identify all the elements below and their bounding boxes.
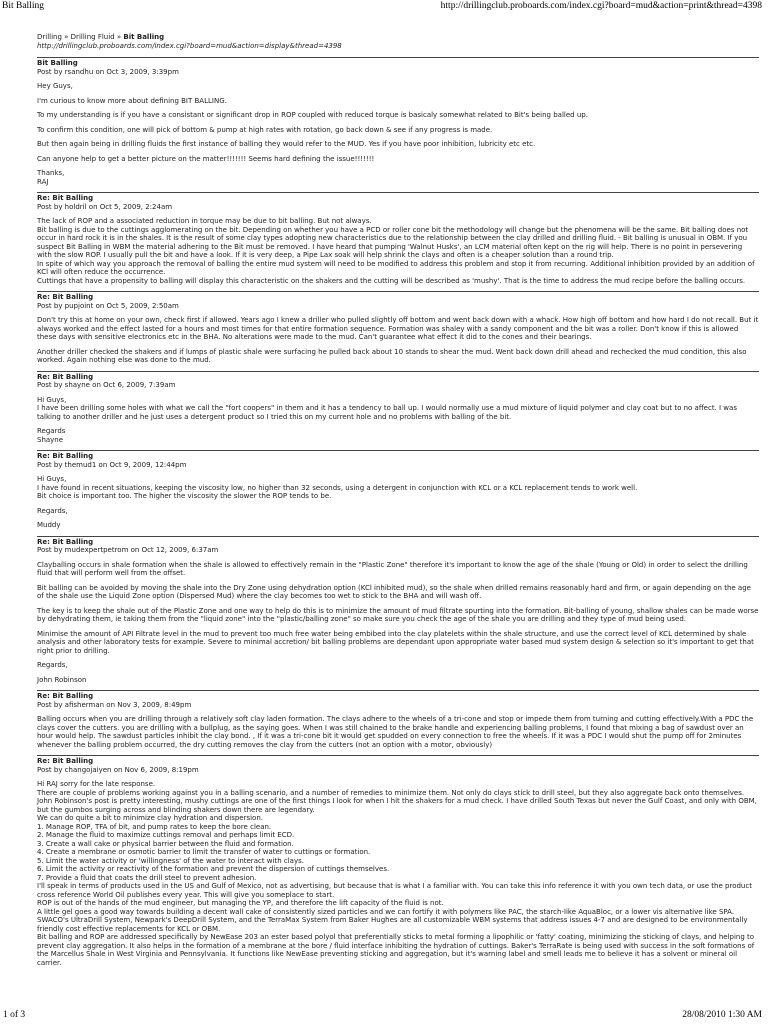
post-title: Re: Bit Balling: [37, 537, 94, 546]
post: [37, 755, 759, 967]
post-body: [37, 780, 759, 967]
post: [37, 371, 759, 445]
post-paragraph: To my understanding is if you have a consistant or significant drop in ROP coupled with reduced torque is basicaly somewhat related to Bit's being balled up.: [37, 111, 588, 119]
post-paragraph: Can anyone help to get a better picture on the matter!!!!!!! Seems hard defining the issue!!!!!!!: [37, 154, 375, 163]
post-body: [37, 396, 759, 445]
post-title: Re: Bit Balling: [37, 692, 94, 700]
post-body: [37, 715, 759, 749]
post-title: Re: Bit Balling: [37, 194, 94, 202]
post-paragraph: Don't try this at home on your own, check first if allowed. Years ago I knew a driller who pulled slightly off bottom and went back down with a whack. How high off bottom and how hard I do not recall. But it always worked and the effect lasted for a hours and most times for that entire formation sequence. Formation was shaley with a sandy component and the bit was a roller. Don't know if this is allowed these days with sensitive electronics etc in the BHA. No alterations were made to the mud. Can't guarantee what effect it did to the cones and their bearings.: [37, 316, 759, 341]
post-paragraph: The key is to keep the shale out of the Plastic Zone and one way to help do this is to minimize the amount of mud filtrate spurting into the formation. Bit-balling of young, shallow shales can be made worse by dehydrating them, ie taking them from the "liquid zone" into the "plastic/balling zone" so make sure you check the age of the shale you are drilling and they type of mud being used.: [37, 606, 759, 623]
print-page-number: 1 of 3: [3, 1010, 26, 1020]
post-body: [37, 217, 759, 285]
print-header: [0, 0, 768, 14]
print-page-title: Bit Balling: [2, 1, 44, 11]
post-paragraph: Regards,: [37, 661, 68, 669]
post-paragraph: Clayballing occurs in shale formation when the shale is allowed to effectively remain in the "Plastic Zone" therefore it's important to know the age of the shale (Young or Old) in order to select the drilling fluid that will perform well from the offset.: [37, 560, 748, 577]
post-paragraph: Balling occurs when you are drilling through a relatively soft clay laden formation. The clays adhere to the wheels of a tri-cone and stop or impede them from turning and cutting effectively.With a PDC the clays cover the cutters. you are drilling with a bullplug, as the saying goes. When I was still chained to the brake handle and experiencing balling problems, I found that mixing a bag of sawdust over an hour would help. The sawdust particles inhibit the clay bond. , If it was a tri-cone bit it would get spudded on every connection to free the wheels. If it was a PDC I would shut the pump off for 2minutes whenever the balling problem occurred, the dry cutting removes the clay from the cutters (not an option with a motor, obviously): [37, 715, 754, 749]
post-meta: Post by afisherman on Nov 3, 2009, 8:49pm: [37, 700, 192, 709]
post-meta: Post by holdril on Oct 5, 2009, 2:24am: [37, 202, 173, 211]
post-paragraph: Regards,: [37, 506, 68, 515]
post-title: Re: Bit Balling: [37, 372, 94, 381]
breadcrumb: [37, 33, 759, 42]
post: [37, 192, 759, 285]
breadcrumb-thread-title: Bit Balling: [123, 33, 165, 41]
post-paragraph: Hi RAJ sorry for the late response. There are couple of problems working against you in a balling scenario, and a number of remedies to minimize them. Not only do clays stick to drill steel, but they also aggregate back onto themselves. John Robinson's post is pretty interesting, mushy cuttings are one of the first things I look for when I hit the shakers for a mud check. I have drilled South Texas but never the Gulf Coast, and only with OBM, but the gumbos surging across and blinding shakers down there are legendary. We can do quite a bit to minimize clay hydration and dispersion. 1. Manage ROP, TFA of bit, and pump rates to keep the bore clean. 2. Manage the fluid to maximize cuttings removal and perhaps limit ECD. 3. Create a wall cake or physical barrier between the fluid and formation. 4. Create a membrane or osmotic barrier to limit the transfer of water to cuttings or formation. 5. Limit the water activity or 'willingness' of the water to interact with clays. 6. Limit the activity or reactivity of the formation and prevent the dispersion of cuttings themselves. 7. Provide a fluid that coats the drill steel to prevent adhesion. I'll speak in terms of products used in the US and Gulf of Mexico, not as advertising, but because that is what I a familiar with. You can take this info reference it with you own tech data, or use the product cross reference World Oil publishes every year. This will give you someplace to start. ROP is out of the hands of the mud engineer, but managing the YP, and therefore the lift capacity of the fluid is not. A little gel goes a good way towards building a decent wall cake of consistently sized particles and we can fortify it with polymers like PAC, the starch-like AquaBloc, or a lower vis alternative like SPA. SWACO's UltraDrill System, Newpark's DeepDrill System, and the TerraMax System from Baker Hughes are all customizable WBM systems that address issues 4-7 and are designed to be environmentally friendly cost effective replacements for KCL or OBM. Bit balling and ROP are addressed specifically by NewEase 203 an ester based polyol that preferentially sticks to metal forming a lipophilic or 'fatty' coating, minimizing the sticking of clays, and helping to prevent clay aggregation. It also helps in the formation of a membrane at the bore / fluid interface inhibiting the hydration of cuttings. Baker's TerraRate is being used with success in the soft formations of the Marcellus Shale in West Virginia and Pennsylvania. It functions like NewEase preventing sticking and aggregation, but it's warning label and smell leads me to believe it has a solvent or mineral oil carrier.: [37, 780, 757, 967]
post-body: [37, 82, 759, 186]
post-paragraph: Another driller checked the shakers and if lumps of plastic shale were surfacing he pulled back about 10 stands to shear the mud. Went back down drill ahead and rechecked the mud condition, this also worked. Again nothing else was done to the mud.: [37, 347, 747, 364]
post-title: Bit Balling: [37, 59, 78, 67]
post-meta: Post by themud1 on Oct 9, 2009, 12:44pm: [37, 460, 187, 469]
post-paragraph: Thanks, RAJ: [37, 169, 65, 186]
post-paragraph: Bit balling can be avoided by moving the shale into the Dry Zone using dehydration option (KCl inhibited mud), so the shale when drilled remains reasonably hard and firm, or again depending on the age of the shale use the Liquid Zone option (Dispersed Mud) where the clay becomes too wet to stick to the BHA and will wash off.: [37, 583, 751, 600]
post: [37, 450, 759, 530]
post-meta: Post by rsandhu on Oct 3, 2009, 3:39pm: [37, 67, 179, 76]
post-list: [37, 57, 759, 967]
print-footer: [0, 1008, 768, 1024]
post: [37, 57, 759, 186]
thread-url: http://drillingclub.proboards.com/index.cgi?board=mud&action=display&thread=4398: [37, 41, 342, 50]
post-paragraph: John Robinson: [37, 675, 87, 684]
post-title: Re: Bit Balling: [37, 452, 94, 460]
post-body: [37, 561, 759, 685]
post: [37, 536, 759, 685]
post-meta: Post by changojaiyen on Nov 6, 2009, 8:19pm: [37, 765, 199, 774]
post-title: Re: Bit Balling: [37, 757, 94, 765]
post-paragraph: Hi Guys, I have been drilling some holes with what we call the "fort coopers" in them and it has a tendency to ball up. I would normally use a mud mixture of liquid polymer and clay coat but to no affect. I was talking to another driller and he just uses a detergent product so I tried this on my current hole and no problems with balling of the bit.: [37, 395, 737, 421]
post-paragraph: Regards Shayne: [37, 427, 66, 444]
post-paragraph: I'm curious to know more about defining BIT BALLING.: [37, 96, 227, 105]
breadcrumb-board-link[interactable]: Drilling Fluid: [70, 33, 115, 41]
post-paragraph: Minimise the amount of API Filtrate level in the mud to prevent too much free water being embibed into the clay platelets within the shale structure, and use the correct level of KCL determined by shale analysis and other laboratory tests for example. Severe to minimal accretion/ bit balling problems are dependant upon appropriate water based mud system design & selection so it's important to get that right prior to drilling.: [37, 629, 754, 655]
breadcrumb-separator: »: [61, 33, 71, 41]
post-body: [37, 316, 759, 365]
post-body: [37, 475, 759, 530]
post: [37, 291, 759, 365]
post-paragraph: Hey Guys,: [37, 82, 73, 90]
post-paragraph: The lack of ROP and a associated reduction in torque may be due to bit balling. But not always. Bit balling is due to the cuttings agglomerating on the bit. Depending on whether you have a PCD or roller cone bit the methodology will change but the phenomena will be the same. Bit balling does not occur in hard rock it is in the shales. It is the result of some clay types adopting new characteristics due to the relationship between the clay drilled and drilling fluid. - Bit balling is unusual in OBM. If you suspect Bit Balling in WBM the material adhering to the Bit must be removed. I have heard that pumping 'Walnut Husks', an LCM material often kept on the rig will help. There is no point in persevering with the slow ROP. I usually pull the bit and have a look. If it is very deep, a Pipe Lax soak will help shrink the clays and often is a cheaper solution than a round trip. In spite of which way you approach the removal of balling the entire mud system will need to be modified to address this problem and stop it from recurring. Additional inhibition provided by an addition of KCl will often reduce the occurrence. Cuttings that have a propensity to balling will display this characteristic on the shakers and the cutting will be described as 'mushy'. That is the time to address the mud recipe before the balling occurs.: [37, 217, 755, 285]
post-paragraph: Muddy: [37, 521, 61, 529]
breadcrumb-forum-link[interactable]: Drilling: [37, 33, 62, 41]
post-paragraph: To confirm this condition, one will pick of bottom & pump at high rates with rotation, go back down & see if any progress is made.: [37, 125, 493, 134]
print-page-url: http://drillingclub.proboards.com/index.cgi?board=mud&action=print&thread=4398: [440, 1, 762, 11]
post-paragraph: Hi Guys, I have found in recent situations, keeping the viscosity low, no higher than 32 seconds, using a detergent in conjunction with KCL or a KCL replacement tends to work well. Bit choice is important too. The higher the viscosity the slower the ROP tends to be.: [37, 475, 638, 500]
print-datetime: 28/08/2010 1:30 AM: [682, 1010, 762, 1020]
thread-content: [37, 33, 759, 973]
post-meta: Post by mudexpertpetrom on Oct 12, 2009, 6:37am: [37, 546, 219, 554]
post-paragraph: But then again being in drilling fluids the first instance of balling they would refer to the MUD. Yes if you have poor inhibition, lubricity etc etc.: [37, 140, 536, 148]
post-title: Re: Bit Balling: [37, 293, 94, 301]
post-meta: Post by shayne on Oct 6, 2009, 7:39am: [37, 381, 176, 389]
breadcrumb-separator: »: [114, 33, 124, 41]
post-meta: Post by pupjoint on Oct 5, 2009, 2:50am: [37, 301, 179, 310]
post: [37, 690, 759, 749]
